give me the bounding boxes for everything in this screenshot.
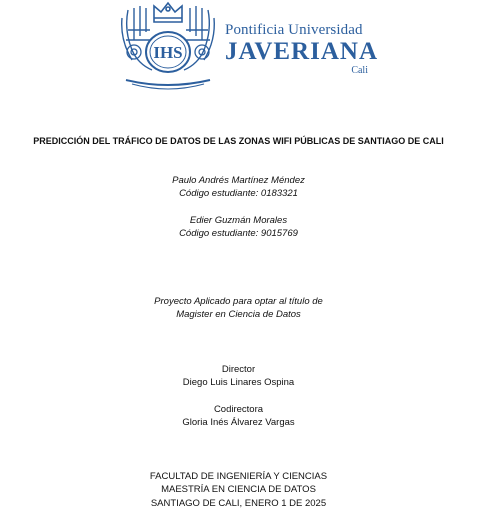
university-seal-icon <box>118 0 218 90</box>
faculty-name: FACULTAD DE INGENIERÍA Y CIENCIAS <box>149 471 328 482</box>
logo-line-3: Cali <box>351 65 368 76</box>
program-name: MAESTRÍA EN CIENCIA DE DATOS <box>161 484 316 495</box>
seal-monogram: IHS <box>153 43 183 62</box>
university-name <box>225 22 379 76</box>
director-role: Director <box>221 364 256 375</box>
author-2-name: Edier Guzmán Morales <box>189 215 288 226</box>
project-line-2: Magister en Ciencia de Datos <box>176 309 301 320</box>
author-1-name: Paulo Andrés Martínez Méndez <box>172 175 305 186</box>
project-line-1: Proyecto Aplicado para optar al título de <box>154 296 323 307</box>
logo-line-1: Pontificia Universidad <box>225 22 363 38</box>
director-name: Diego Luis Linares Ospina <box>182 377 295 388</box>
codirector-role: Codirectora <box>213 404 264 415</box>
university-logo <box>118 0 379 92</box>
place-date: SANTIAGO DE CALI, ENERO 1 DE 2025 <box>150 498 327 509</box>
author-2-code: Código estudiante: 9015769 <box>179 228 298 239</box>
author-1-code: Código estudiante: 0183321 <box>179 188 298 199</box>
codirector-name: Gloria Inés Álvarez Vargas <box>182 417 295 428</box>
logo-line-2: JAVERIANA <box>225 38 379 65</box>
document-title: PREDICCIÓN DEL TRÁFICO DE DATOS DE LAS ZONAS WIFI PÚBLICAS DE SANTIAGO DE CALI <box>33 136 444 146</box>
